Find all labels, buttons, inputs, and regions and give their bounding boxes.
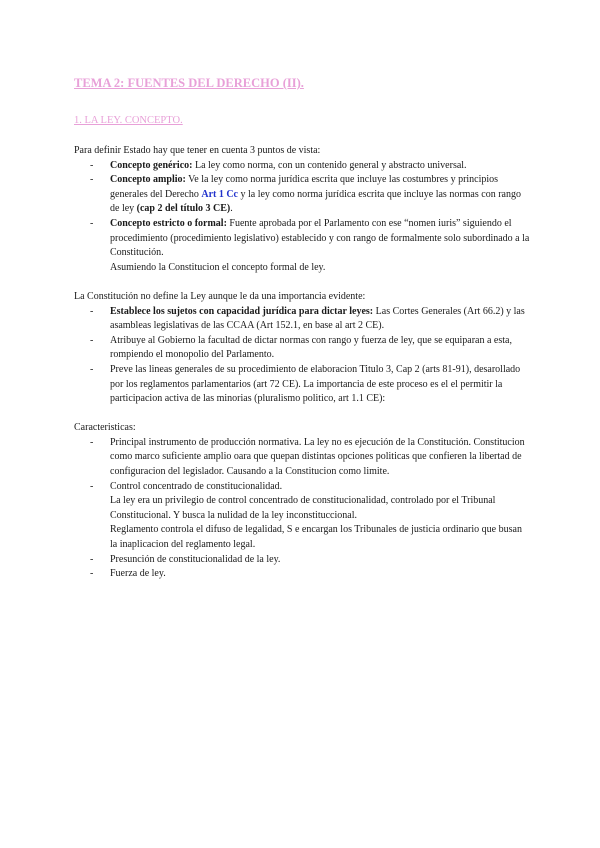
law-reference: (cap 2 del título 3 CE) (136, 203, 231, 215)
list-item (74, 480, 530, 553)
item-text: Control concentrado de constitucionalidad. (110, 480, 283, 492)
list-item: - Presunción de constitucionalidad de la ley. (74, 553, 530, 568)
list-item: - Principal instrumento de producción normativa. La ley no es ejecución de la Constitución. Constitucion como marco suficiente amplio oara que quepan distintas opciones politicas que confieren la libertad de configuracion del legislador. Causando a la Constitucion como limite. (74, 436, 530, 480)
list-item: - Atribuye al Gobierno la facultad de dictar normas con rango y fuerza de ley, que se equiparan a esta, rompiendo el monopolio del Parlamento. (74, 334, 530, 363)
definition-list (74, 159, 530, 276)
term-text: . (230, 203, 233, 215)
features-list (74, 436, 530, 582)
term-label: Concepto amplio: (110, 174, 186, 186)
document-body (74, 144, 530, 582)
law-reference: Art 1 Cc (201, 188, 238, 200)
item-label: Establece los sujetos con capacidad jurídica para dictar leyes: (110, 305, 374, 317)
term-text: Fuente aprobada por el Parlamento con ese “nomen iuris” siguiendo el procedimiento (procedimiento legislativo) establecido y con rango de formalmente solo subordinado a la Constitución. (110, 217, 530, 259)
list-item: - Preve las lineas generales de su procedimiento de elaboracion Titulo 3, Cap 2 (arts 81-91), desarollado por los reglamentos parlamentarios (art 72 CE). La importancia de este proceso es el el permitir la participacion activa de las minorias (pluralismo politico, art 1.1 CE): (74, 363, 530, 407)
term-note: Asumiendo la Constitucion el concepto formal de ley. (110, 261, 326, 273)
section-heading: 1. LA LEY. CONCEPTO. (74, 115, 183, 126)
constitution-paragraph: La Constitución no define la Ley aunque le da una importancia evidente: (74, 290, 366, 302)
list-item: - Fuerza de ley. (74, 567, 530, 582)
list-item (74, 305, 530, 334)
intro-paragraph: Para definir Estado hay que tener en cuenta 3 puntos de vista: (74, 145, 321, 156)
item-text: Reglamento controla el difuso de legalidad, S e encargan los Tribunales de justicia ordinario que busan la inaplicacion del reglamento legal. (110, 524, 522, 551)
features-heading: Caracteristicas: (74, 422, 136, 434)
term-text: Ve la ley como norma jurídica escrita que incluye las costumbres y principios generales del Derecho (110, 174, 499, 200)
term-label: Concepto estricto o formal: (110, 217, 227, 229)
list-item-amplio (74, 173, 530, 217)
item-text: La ley era un privilegio de control concentrado de constitucionalidad, controlado por el Tribunal Constitucional. Y busca la nulidad de la ley inconstituccional. (110, 495, 496, 521)
list-item-estricto (74, 217, 530, 275)
constitution-list (74, 305, 530, 407)
term-text: y la ley como norma jurídica escrita que incluye las normas con rango de ley (110, 188, 521, 215)
list-item-generico (74, 159, 530, 174)
term-label: Concepto genérico: (110, 159, 193, 171)
term-text: La ley como norma, con un contenido general y abstracto universal. (192, 159, 467, 171)
document-title: TEMA 2: FUENTES DEL DERECHO (II). (74, 76, 304, 90)
item-text: Las Cortes Generales (Art 66.2) y las asambleas legislativas de las CCAA (Art 152.1, en base al art 2 CE). (110, 305, 525, 332)
